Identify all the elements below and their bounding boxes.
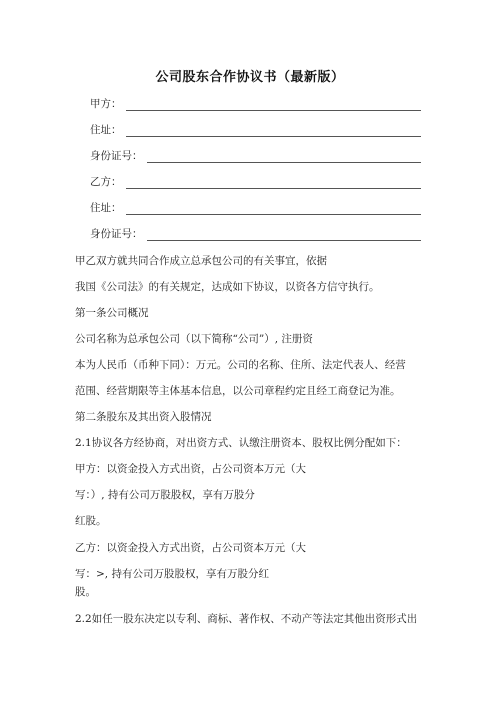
party-b-blank-line[interactable] xyxy=(126,177,422,189)
party-a-contribution-line-3: 红股。 xyxy=(75,515,107,527)
clause-2-2: 2.2如任一股东决定以专利、商标、著作权、不动产等法定其他出资形式出 xyxy=(75,613,418,625)
intro-paragraph-line-2: 我国《公司法》的有关规定，达成如下协议，以资各方信守执行。 xyxy=(75,281,380,293)
party-a-field[interactable] xyxy=(90,95,421,111)
party-b-field[interactable] xyxy=(90,173,421,189)
party-b-contribution-line-1: 乙方：以资金投入方式出资，占公司资本万元（大 xyxy=(75,542,306,554)
party-b-id-field[interactable] xyxy=(90,225,421,241)
article-1-heading: 第一条公司概况 xyxy=(75,307,149,319)
party-b-address-label: 住址： xyxy=(90,202,122,214)
party-a-address-field[interactable] xyxy=(90,121,421,137)
party-b-contribution-line-3: 股。 xyxy=(75,586,96,598)
party-a-contribution-line-2: 写：）, 持有公司万股股权，享有万股分 xyxy=(75,489,255,501)
party-a-id-field[interactable] xyxy=(90,147,421,163)
document-title: 公司股东合作协议书（最新版） xyxy=(155,70,345,85)
party-a-blank-line[interactable] xyxy=(126,99,422,111)
clause-2-1: 2.1协议各方经协商，对出资方式、认缴注册资本、股权比例分配如下： xyxy=(75,437,407,449)
party-a-address-label: 住址： xyxy=(90,124,122,136)
article-1-line-3: 范围、经营期限等主体基本信息，以公司章程约定且经工商登记为准。 xyxy=(75,385,401,397)
party-b-label: 乙方： xyxy=(90,176,122,188)
party-a-contribution-line-1: 甲方：以资金投入方式出资，占公司资本万元（大 xyxy=(75,463,306,475)
party-a-id-blank-line[interactable] xyxy=(147,151,422,163)
party-b-address-blank-line[interactable] xyxy=(126,203,422,215)
party-b-id-label: 身份证号： xyxy=(90,228,143,240)
article-2-heading: 第二条股东及其出资入股情况 xyxy=(75,411,212,423)
party-a-label: 甲方： xyxy=(90,98,122,110)
article-1-line-2: 本为人民币（币种下同）：万元。公司的名称、住所、法定代表人、经营 xyxy=(75,359,406,371)
party-b-address-field[interactable] xyxy=(90,199,421,215)
party-b-contribution-line-2: 写：>, 持有公司万股股权，享有万股分红 xyxy=(75,568,269,580)
intro-paragraph-line-1: 甲乙双方就共同合作成立总承包公司的有关事宜，依据 xyxy=(75,255,327,267)
party-a-id-label: 身份证号： xyxy=(90,150,143,162)
article-1-line-1: 公司名称为总承包公司（以下简称“公司”）, 注册资 xyxy=(75,333,313,345)
party-a-address-blank-line[interactable] xyxy=(126,125,422,137)
party-b-id-blank-line[interactable] xyxy=(147,229,422,241)
